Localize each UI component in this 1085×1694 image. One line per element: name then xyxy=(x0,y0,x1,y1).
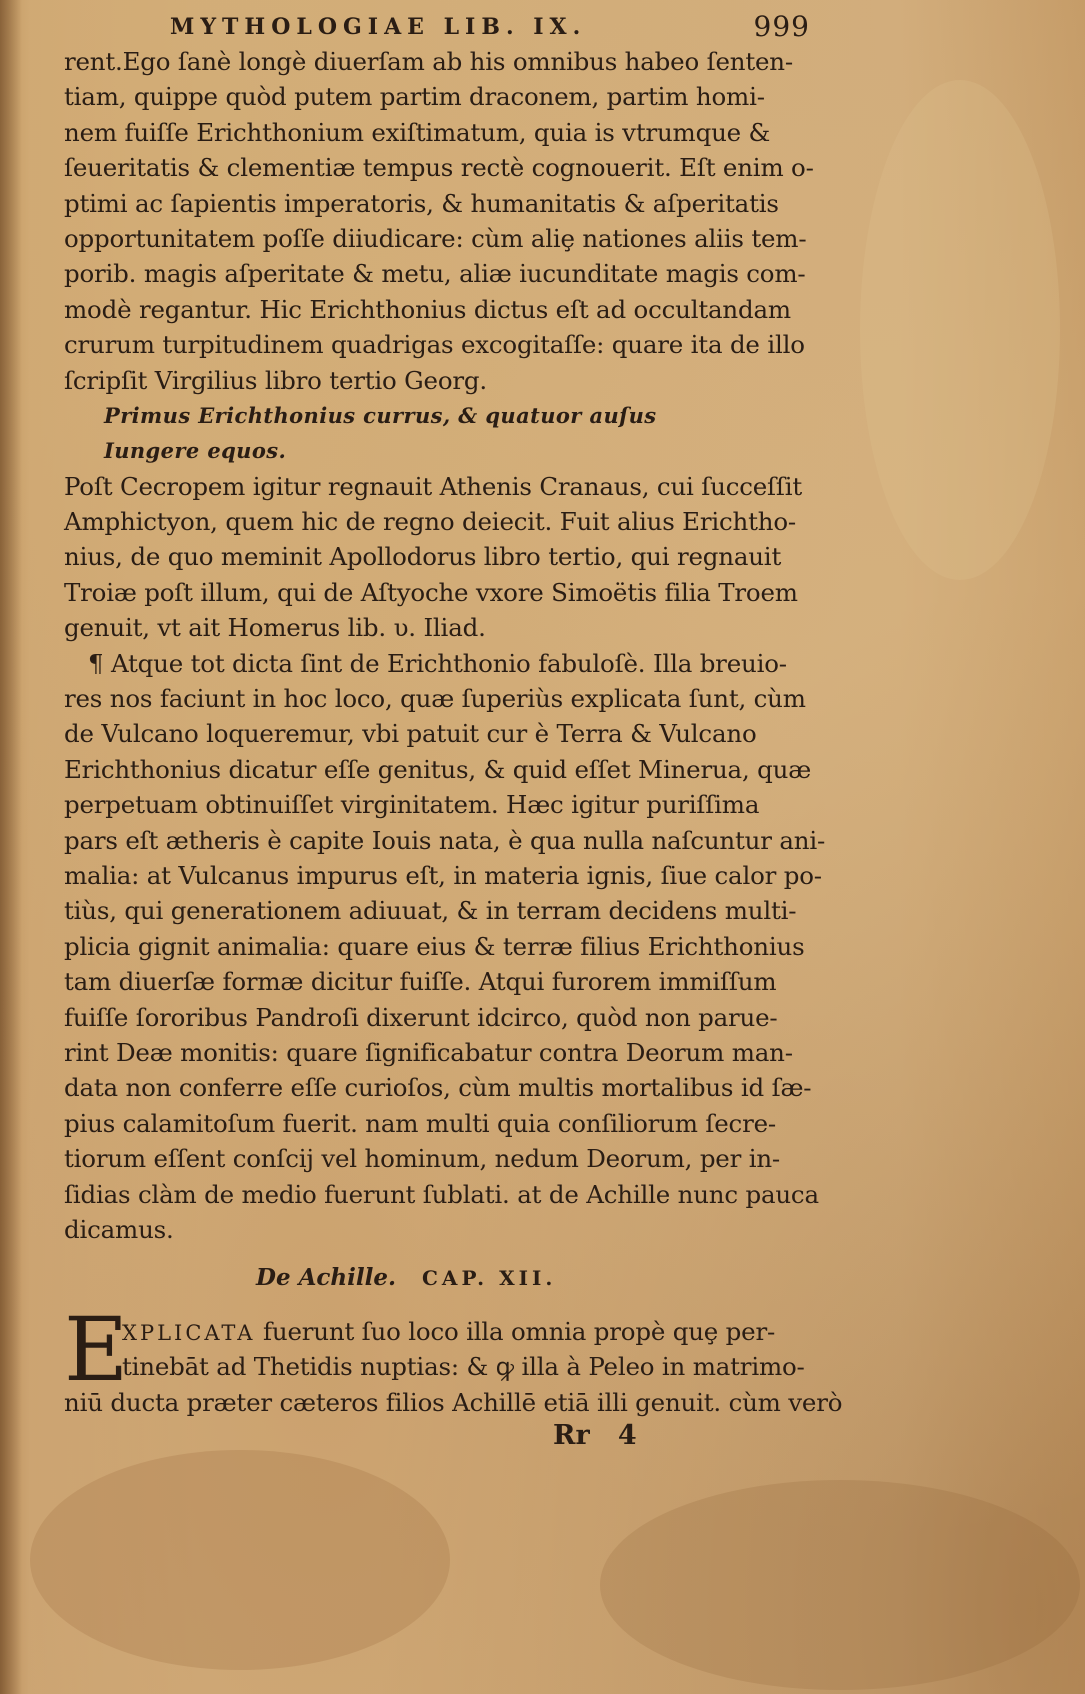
text-line: tinebāt ad Thetidis nuptias: & ꝙ illa à Peleo in matrimo- xyxy=(122,1352,805,1382)
text-line: ſeueritatis & clementiæ tempus rectè cognouerit. Eſt enim o- xyxy=(64,153,814,183)
verse-line: Primus Erichthonius currus, & quatuor auſus xyxy=(104,402,657,428)
text-line: pius calamitoſum fuerit. nam multi quia conſiliorum ſecre- xyxy=(64,1108,776,1138)
text-line: Erichthonius dicatur eſſe genitus, & quid eſſet Minerua, quæ xyxy=(64,754,812,784)
text-line: malia: at Vulcanus impurus eſt, in materia ignis, ſiue calor po- xyxy=(64,860,822,890)
text-line: rent.Ego ſanè longè diuerſam ab his omnibus habeo ſenten- xyxy=(64,47,793,76)
gutter-shadow xyxy=(0,0,22,1694)
text-line xyxy=(64,1314,824,1349)
chapter-opening xyxy=(64,1298,843,1420)
chapter-number: CAP. XII. xyxy=(422,1266,557,1290)
drop-cap: E xyxy=(64,1298,129,1401)
text-line: tiùs, qui generationem adiuuat, & in terram decidens multi- xyxy=(64,896,797,926)
line-rest: fuerunt ſuo loco illa omnia propè quȩ per- xyxy=(255,1317,776,1346)
text-line: ſcripſit Virgilius libro tertio Georg. xyxy=(64,365,487,395)
text-line: genuit, vt ait Homerus lib. υ. Iliad. xyxy=(64,613,486,643)
paper-stain xyxy=(600,1480,1080,1690)
text-line: plicia gignit animalia: quare eius & terræ filius Erichthonius xyxy=(64,931,805,961)
text-line: res nos faciunt in hoc loco, quæ ſuperiùs explicata ſunt, cùm xyxy=(64,684,806,714)
main-text xyxy=(64,44,826,1247)
text-line: Amphictyon, quem hic de regno deiecit. Fuit alius Erichtho- xyxy=(64,507,796,537)
text-line: data non conferre eſſe curioſos, cùm multis mortalibus id ſæ- xyxy=(64,1073,812,1103)
text-line: modè regantur. Hic Erichthonius dictus eſt ad occultandam xyxy=(64,294,791,324)
text-line: ſidias clàm de medio fuerunt ſublati. at de Achille nunc pauca xyxy=(64,1179,819,1209)
page-number: 999 xyxy=(753,10,810,43)
text-line: niū ducta præter cæteros filios Achillē etiā illi genuit. cùm verò xyxy=(64,1387,843,1417)
text-line: Troiæ poſt illum, qui de Aſtyoche vxore Simoëtis filia Troem xyxy=(64,577,798,607)
verse-line: Iungere equos. xyxy=(104,438,287,464)
text-line: perpetuam obtinuiſſet virginitatem. Hæc igitur puriſſima xyxy=(64,790,760,820)
text-line: opportunitatem poſſe diiudicare: cùm aliȩ nationes aliis tem- xyxy=(64,223,807,253)
first-word: XPLICATA xyxy=(122,1321,256,1345)
text-line: nius, de quo meminit Apollodorus libro tertio, qui regnauit xyxy=(64,542,782,572)
chapter-heading xyxy=(256,1264,716,1304)
paper-stain xyxy=(30,1450,450,1670)
text-line: pars eſt ætheris è capite Iouis nata, è qua nulla naſcuntur ani- xyxy=(64,825,826,855)
signature-mark: Rr 4 xyxy=(553,1420,637,1451)
text-line: tam diuerſæ formæ dicitur fuiſſe. Atqui furorem immiſſum xyxy=(64,967,777,997)
text-line: dicamus. xyxy=(64,1214,174,1244)
paper-stain xyxy=(860,80,1060,580)
text-line: ptimi ac ſapientis imperatoris, & humanitatis & aſperitatis xyxy=(64,188,779,218)
text-line: de Vulcano loqueremur, vbi patuit cur è Terra & Vulcano xyxy=(64,719,757,749)
paragraph-start-line: ¶ Atque tot dicta ſint de Erichthonio fabuloſè. Illa breuio- xyxy=(88,648,787,678)
text-line: crurum turpitudinem quadrigas excogitaſſe: quare ita de illo xyxy=(64,330,805,360)
text-line: Poſt Cecropem igitur regnauit Athenis Cranaus, cui ſucceſſit xyxy=(64,471,803,501)
running-head-title: MYTHOLOGIAE LIB. IX. xyxy=(170,14,587,40)
text-line: rint Deæ monitis: quare ſignificabatur contra Deorum man- xyxy=(64,1037,793,1067)
text-line: porib. magis aſperitate & metu, aliæ iucunditate magis com- xyxy=(64,259,806,289)
chapter-title: De Achille. xyxy=(256,1264,397,1291)
text-line: nem fuiſſe Erichthonium exiſtimatum, quia is vtrumque & xyxy=(64,117,771,147)
text-line: tiam, quippe quòd putem partim draconem, partim homi- xyxy=(64,82,765,112)
text-line: fuiſſe ſororibus Pandroſi dixerunt idcirco, quòd non parue- xyxy=(64,1002,778,1032)
text-line: tiorum eſſent conſcij vel hominum, nedum Deorum, per in- xyxy=(64,1144,781,1174)
